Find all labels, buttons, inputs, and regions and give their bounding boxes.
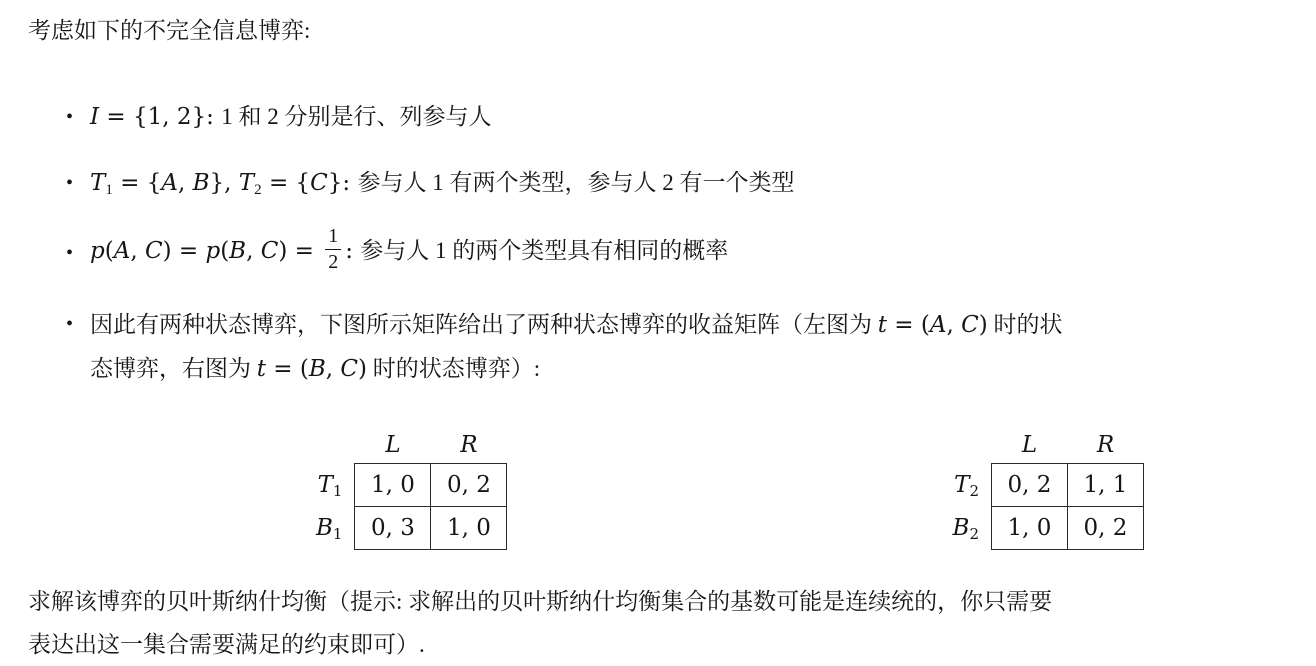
matrix-row-label-T2: $T_2$ (954, 472, 979, 500)
matrix-row-B2 (953, 507, 1144, 550)
payoff-cell-T1-R: 0, 2 (431, 464, 507, 507)
matrix-header-row (953, 427, 1144, 464)
bullet-content-probability: p(A, C) = p(B, C) = $\frac{1}{2}$ : 参与人 1 的两个类型具有相同的概率 (90, 225, 729, 273)
matrix-col-header-L: L (385, 432, 401, 458)
bullet-marker: • (66, 106, 74, 128)
bullet-marker: • (66, 241, 74, 264)
matrix-row-B1 (316, 507, 507, 550)
bullet-item-players (66, 102, 1288, 132)
matrix-row-label-T1: $T_1$ (317, 472, 343, 500)
matrix-header-row (316, 427, 507, 464)
matrix-corner (953, 427, 992, 464)
payoff-cell-B2-L: 1, 0 (992, 507, 1068, 550)
closing-text (28, 580, 1288, 666)
payoff-matrix-right (953, 427, 1144, 550)
bullet-item-state-games (66, 303, 1288, 391)
bullet-marker: • (66, 313, 74, 335)
closing-line-2: 表达出这一集合需要满足的约束即可）. (28, 632, 425, 657)
fraction: $\frac{1}{2}$ (325, 225, 341, 274)
bullet-item-probability (66, 225, 1288, 277)
intro-text: 考虑如下的不完全信息博弈: (28, 18, 311, 43)
closing-line-1: 求解该博弈的贝叶斯纳什均衡（提示: 求解出的贝叶斯纳什均衡集合的基数可能是连续统的，你只需要 (28, 589, 1053, 614)
bullet-list (28, 102, 1288, 391)
matrix-col-header-R: R (460, 432, 478, 458)
bullet-content-state-games (90, 303, 1062, 391)
payoff-cell-T2-R: 1, 1 (1068, 464, 1144, 507)
matrix-col-header-L: L (1021, 432, 1038, 458)
state-games-line-2: 态博弈，右图为 t = (B, C) 时的状态博弈）: (90, 356, 541, 382)
payoff-matrix-left (316, 427, 507, 550)
bullet-marker: • (66, 172, 74, 194)
matrix-row-label-B2: $B_2$ (952, 515, 979, 543)
payoff-matrices (28, 427, 1288, 550)
matrix-row-T2 (953, 464, 1144, 507)
matrix-corner (316, 427, 355, 464)
bullet-content-players: I = {1, 2}: 1 和 2 分别是行、列参与人 (90, 104, 492, 130)
payoff-cell-B1-L: 0, 3 (355, 507, 431, 550)
state-games-line-1: 因此有两种状态博弈，下图所示矩阵给出了两种状态博弈的收益矩阵（左图为 t = (A, C) 时的状 (90, 312, 1063, 338)
payoff-cell-T2-L: 0, 2 (992, 464, 1068, 507)
payoff-cell-B1-R: 1, 0 (431, 507, 507, 550)
bullet-content-types: $T_1 = \{A$, B}, $T_2 = \{C\}$: 参与人 1 有两个类型，参与人 2 有一个类型 (90, 170, 795, 198)
matrix-row-label-B1: $B_1$ (316, 515, 343, 543)
matrix-col-header-R: R (1096, 432, 1115, 458)
payoff-cell-B2-R: 0, 2 (1068, 507, 1144, 550)
bullet-item-types (66, 168, 1288, 198)
payoff-cell-T1-L: 1, 0 (355, 464, 431, 507)
matrix-row-T1 (316, 464, 507, 507)
